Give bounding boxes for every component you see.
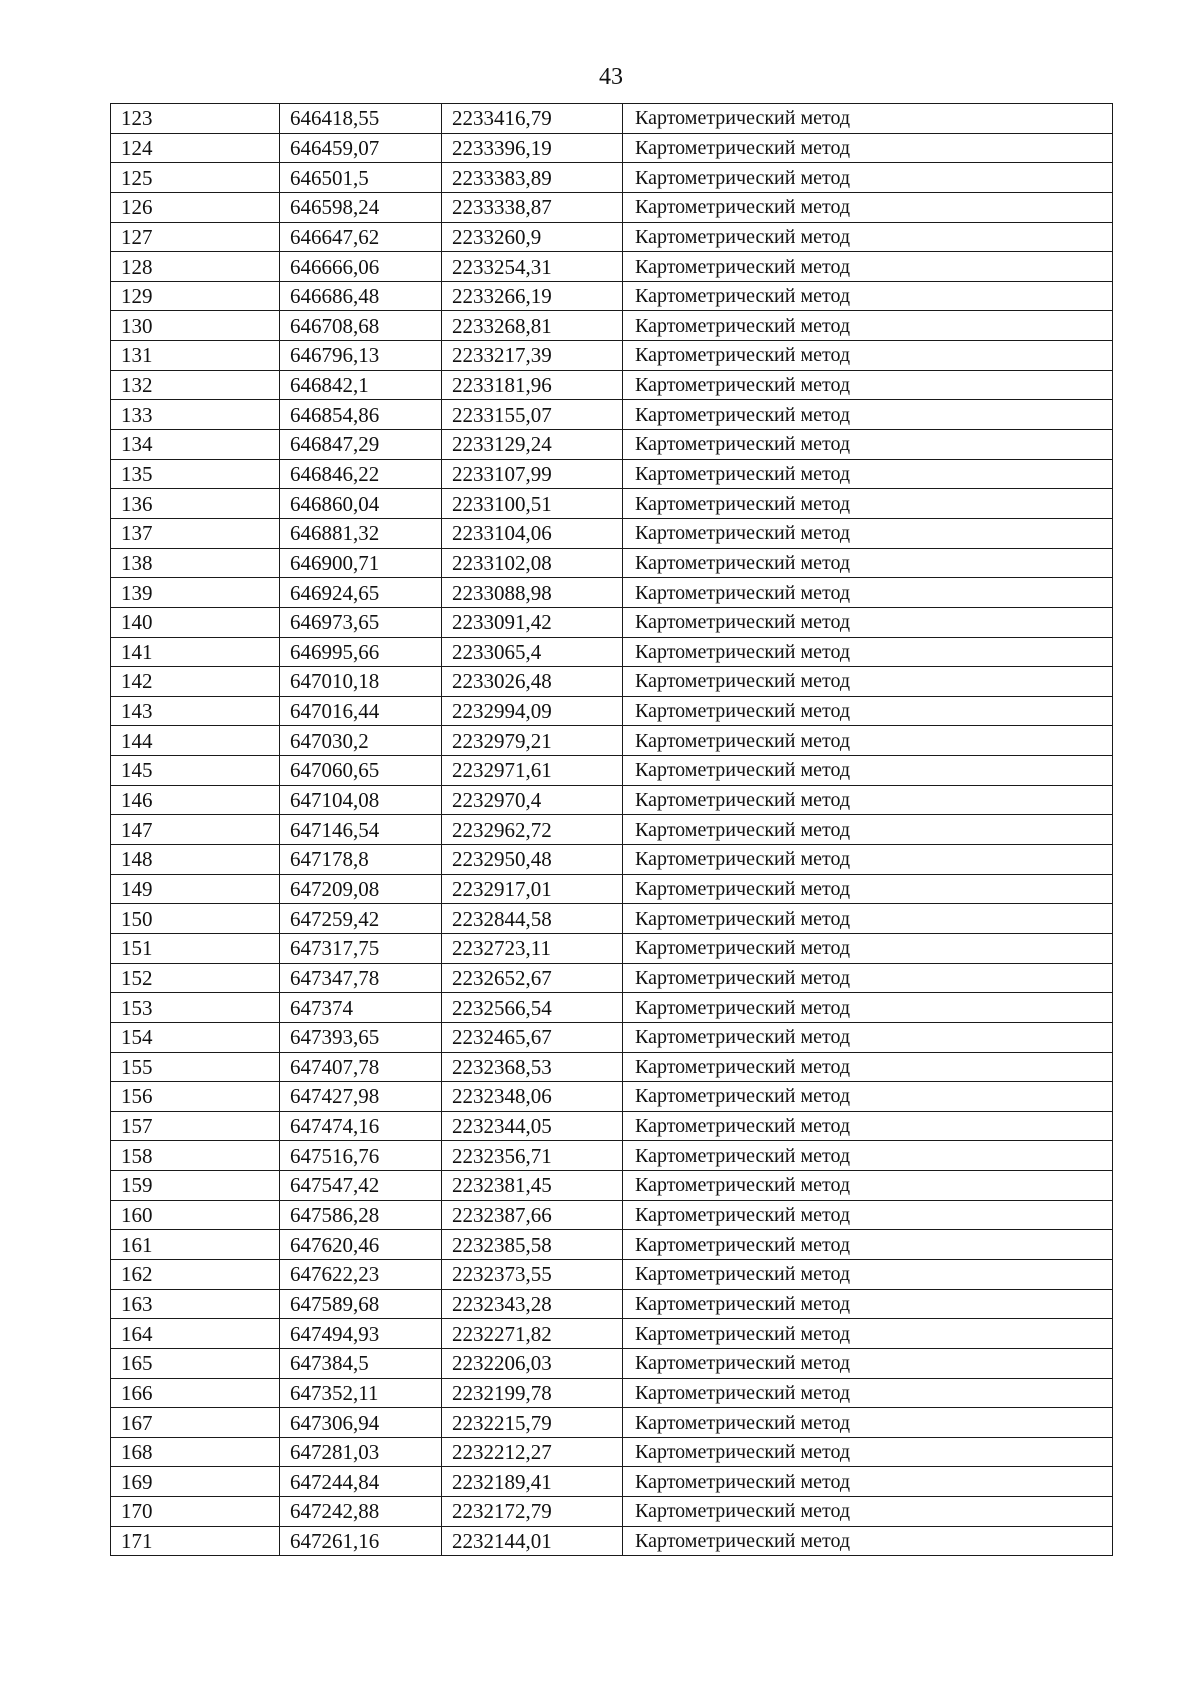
method-cell: Картометрический метод [623,756,1113,786]
y-coordinate-cell: 2233155,07 [442,400,623,430]
x-coordinate-cell: 647622,23 [280,1259,442,1289]
y-coordinate-cell: 2232950,48 [442,845,623,875]
table-row [111,993,1113,1023]
method-cell: Картометрический метод [623,1289,1113,1319]
y-coordinate-cell: 2232368,53 [442,1052,623,1082]
y-coordinate-cell: 2232994,09 [442,696,623,726]
table-row [111,489,1113,519]
table-row [111,1497,1113,1527]
method-cell: Картометрический метод [623,104,1113,134]
table-row [111,548,1113,578]
x-coordinate-cell: 646924,65 [280,578,442,608]
method-cell: Картометрический метод [623,637,1113,667]
x-coordinate-cell: 646854,86 [280,400,442,430]
table-row [111,726,1113,756]
x-coordinate-cell: 647427,98 [280,1082,442,1112]
table-row [111,933,1113,963]
y-coordinate-cell: 2232343,28 [442,1289,623,1319]
method-cell: Картометрический метод [623,1022,1113,1052]
x-coordinate-cell: 647393,65 [280,1022,442,1052]
point-number-cell: 164 [111,1319,280,1349]
table-row [111,1467,1113,1497]
point-number-cell: 150 [111,904,280,934]
x-coordinate-cell: 647242,88 [280,1497,442,1527]
x-coordinate-cell: 646501,5 [280,163,442,193]
point-number-cell: 149 [111,874,280,904]
method-cell: Картометрический метод [623,1408,1113,1438]
point-number-cell: 124 [111,133,280,163]
table-row [111,963,1113,993]
y-coordinate-cell: 2232356,71 [442,1141,623,1171]
point-number-cell: 158 [111,1141,280,1171]
point-number-cell: 131 [111,341,280,371]
x-coordinate-cell: 647347,78 [280,963,442,993]
method-cell: Картометрический метод [623,1437,1113,1467]
x-coordinate-cell: 647146,54 [280,815,442,845]
x-coordinate-cell: 646995,66 [280,637,442,667]
point-number-cell: 125 [111,163,280,193]
table-row [111,341,1113,371]
table-row [111,163,1113,193]
y-coordinate-cell: 2232844,58 [442,904,623,934]
point-number-cell: 123 [111,104,280,134]
y-coordinate-cell: 2232215,79 [442,1408,623,1438]
x-coordinate-cell: 647384,5 [280,1348,442,1378]
y-coordinate-cell: 2232723,11 [442,933,623,963]
method-cell: Картометрический метод [623,1348,1113,1378]
point-number-cell: 160 [111,1200,280,1230]
table-row [111,667,1113,697]
method-cell: Картометрический метод [623,1082,1113,1112]
x-coordinate-cell: 646847,29 [280,430,442,460]
x-coordinate-cell: 647547,42 [280,1171,442,1201]
x-coordinate-cell: 646900,71 [280,548,442,578]
method-cell: Картометрический метод [623,548,1113,578]
point-number-cell: 140 [111,607,280,637]
x-coordinate-cell: 646881,32 [280,518,442,548]
coordinates-table [110,103,1113,1556]
x-coordinate-cell: 646459,07 [280,133,442,163]
table-row [111,874,1113,904]
point-number-cell: 128 [111,252,280,282]
point-number-cell: 138 [111,548,280,578]
y-coordinate-cell: 2232962,72 [442,815,623,845]
x-coordinate-cell: 646647,62 [280,222,442,252]
y-coordinate-cell: 2233100,51 [442,489,623,519]
point-number-cell: 144 [111,726,280,756]
method-cell: Картометрический метод [623,370,1113,400]
x-coordinate-cell: 647516,76 [280,1141,442,1171]
method-cell: Картометрический метод [623,1497,1113,1527]
method-cell: Картометрический метод [623,252,1113,282]
table-row [111,756,1113,786]
y-coordinate-cell: 2233260,9 [442,222,623,252]
table-row [111,133,1113,163]
method-cell: Картометрический метод [623,1111,1113,1141]
point-number-cell: 155 [111,1052,280,1082]
x-coordinate-cell: 647317,75 [280,933,442,963]
method-cell: Картометрический метод [623,904,1113,934]
method-cell: Картометрический метод [623,874,1113,904]
table-row [111,1171,1113,1201]
x-coordinate-cell: 647620,46 [280,1230,442,1260]
table-row [111,311,1113,341]
method-cell: Картометрический метод [623,963,1113,993]
y-coordinate-cell: 2232465,67 [442,1022,623,1052]
y-coordinate-cell: 2232144,01 [442,1526,623,1556]
x-coordinate-cell: 647589,68 [280,1289,442,1319]
table-row [111,1052,1113,1082]
point-number-cell: 156 [111,1082,280,1112]
point-number-cell: 159 [111,1171,280,1201]
x-coordinate-cell: 647178,8 [280,845,442,875]
y-coordinate-cell: 2232385,58 [442,1230,623,1260]
x-coordinate-cell: 646418,55 [280,104,442,134]
method-cell: Картометрический метод [623,696,1113,726]
point-number-cell: 126 [111,192,280,222]
x-coordinate-cell: 646846,22 [280,459,442,489]
y-coordinate-cell: 2233104,06 [442,518,623,548]
y-coordinate-cell: 2232971,61 [442,756,623,786]
y-coordinate-cell: 2233088,98 [442,578,623,608]
point-number-cell: 132 [111,370,280,400]
point-number-cell: 142 [111,667,280,697]
x-coordinate-cell: 647060,65 [280,756,442,786]
page-number: 43 [599,64,623,90]
table-row [111,1289,1113,1319]
point-number-cell: 143 [111,696,280,726]
method-cell: Картометрический метод [623,222,1113,252]
method-cell: Картометрический метод [623,1259,1113,1289]
y-coordinate-cell: 2233254,31 [442,252,623,282]
point-number-cell: 167 [111,1408,280,1438]
method-cell: Картометрический метод [623,845,1113,875]
y-coordinate-cell: 2232212,27 [442,1437,623,1467]
table-row [111,785,1113,815]
table-row [111,1230,1113,1260]
x-coordinate-cell: 647586,28 [280,1200,442,1230]
table-row [111,637,1113,667]
method-cell: Картометрический метод [623,1526,1113,1556]
table-row [111,1022,1113,1052]
method-cell: Картометрический метод [623,785,1113,815]
point-number-cell: 129 [111,281,280,311]
x-coordinate-cell: 647244,84 [280,1467,442,1497]
y-coordinate-cell: 2232348,06 [442,1082,623,1112]
table-row [111,1082,1113,1112]
y-coordinate-cell: 2232387,66 [442,1200,623,1230]
x-coordinate-cell: 647374 [280,993,442,1023]
method-cell: Картометрический метод [623,1141,1113,1171]
point-number-cell: 147 [111,815,280,845]
y-coordinate-cell: 2233181,96 [442,370,623,400]
method-cell: Картометрический метод [623,1171,1113,1201]
table-row [111,1259,1113,1289]
method-cell: Картометрический метод [623,667,1113,697]
point-number-cell: 139 [111,578,280,608]
y-coordinate-cell: 2232381,45 [442,1171,623,1201]
x-coordinate-cell: 647261,16 [280,1526,442,1556]
point-number-cell: 146 [111,785,280,815]
method-cell: Картометрический метод [623,1200,1113,1230]
method-cell: Картометрический метод [623,133,1113,163]
table-row [111,281,1113,311]
point-number-cell: 153 [111,993,280,1023]
y-coordinate-cell: 2233266,19 [442,281,623,311]
point-number-cell: 136 [111,489,280,519]
table-row [111,1348,1113,1378]
y-coordinate-cell: 2233416,79 [442,104,623,134]
point-number-cell: 151 [111,933,280,963]
point-number-cell: 148 [111,845,280,875]
table-row [111,1378,1113,1408]
table-row [111,696,1113,726]
method-cell: Картометрический метод [623,430,1113,460]
point-number-cell: 162 [111,1259,280,1289]
method-cell: Картометрический метод [623,1230,1113,1260]
y-coordinate-cell: 2232970,4 [442,785,623,815]
point-number-cell: 130 [111,311,280,341]
point-number-cell: 165 [111,1348,280,1378]
table-row [111,578,1113,608]
y-coordinate-cell: 2233396,19 [442,133,623,163]
method-cell: Картометрический метод [623,311,1113,341]
table-row [111,192,1113,222]
table-row [111,104,1113,134]
point-number-cell: 134 [111,430,280,460]
x-coordinate-cell: 647474,16 [280,1111,442,1141]
method-cell: Картометрический метод [623,1378,1113,1408]
y-coordinate-cell: 2232271,82 [442,1319,623,1349]
method-cell: Картометрический метод [623,518,1113,548]
x-coordinate-cell: 646973,65 [280,607,442,637]
y-coordinate-cell: 2233065,4 [442,637,623,667]
y-coordinate-cell: 2232652,67 [442,963,623,993]
method-cell: Картометрический метод [623,726,1113,756]
table-row [111,845,1113,875]
coordinates-table-body [111,104,1113,1556]
table-row [111,370,1113,400]
method-cell: Картометрический метод [623,1319,1113,1349]
table-row [111,430,1113,460]
method-cell: Картометрический метод [623,281,1113,311]
y-coordinate-cell: 2233129,24 [442,430,623,460]
point-number-cell: 163 [111,1289,280,1319]
point-number-cell: 171 [111,1526,280,1556]
y-coordinate-cell: 2232199,78 [442,1378,623,1408]
y-coordinate-cell: 2233268,81 [442,311,623,341]
point-number-cell: 169 [111,1467,280,1497]
y-coordinate-cell: 2232373,55 [442,1259,623,1289]
point-number-cell: 137 [111,518,280,548]
point-number-cell: 154 [111,1022,280,1052]
method-cell: Картометрический метод [623,341,1113,371]
point-number-cell: 152 [111,963,280,993]
method-cell: Картометрический метод [623,489,1113,519]
method-cell: Картометрический метод [623,815,1113,845]
table-row [111,1141,1113,1171]
point-number-cell: 127 [111,222,280,252]
x-coordinate-cell: 647494,93 [280,1319,442,1349]
table-row [111,815,1113,845]
point-number-cell: 135 [111,459,280,489]
y-coordinate-cell: 2233338,87 [442,192,623,222]
point-number-cell: 168 [111,1437,280,1467]
point-number-cell: 145 [111,756,280,786]
y-coordinate-cell: 2233102,08 [442,548,623,578]
x-coordinate-cell: 647010,18 [280,667,442,697]
x-coordinate-cell: 647209,08 [280,874,442,904]
table-row [111,607,1113,637]
table-row [111,518,1113,548]
table-row [111,1200,1113,1230]
table-row [111,459,1113,489]
method-cell: Картометрический метод [623,607,1113,637]
x-coordinate-cell: 646598,24 [280,192,442,222]
x-coordinate-cell: 646708,68 [280,311,442,341]
method-cell: Картометрический метод [623,1467,1113,1497]
y-coordinate-cell: 2232917,01 [442,874,623,904]
x-coordinate-cell: 647306,94 [280,1408,442,1438]
method-cell: Картометрический метод [623,163,1113,193]
y-coordinate-cell: 2232979,21 [442,726,623,756]
x-coordinate-cell: 647407,78 [280,1052,442,1082]
x-coordinate-cell: 646796,13 [280,341,442,371]
point-number-cell: 170 [111,1497,280,1527]
y-coordinate-cell: 2233217,39 [442,341,623,371]
table-row [111,1408,1113,1438]
point-number-cell: 161 [111,1230,280,1260]
y-coordinate-cell: 2233091,42 [442,607,623,637]
x-coordinate-cell: 647104,08 [280,785,442,815]
x-coordinate-cell: 647030,2 [280,726,442,756]
x-coordinate-cell: 647281,03 [280,1437,442,1467]
method-cell: Картометрический метод [623,400,1113,430]
y-coordinate-cell: 2232206,03 [442,1348,623,1378]
y-coordinate-cell: 2233026,48 [442,667,623,697]
x-coordinate-cell: 646860,04 [280,489,442,519]
y-coordinate-cell: 2233383,89 [442,163,623,193]
table-row [111,1111,1113,1141]
method-cell: Картометрический метод [623,993,1113,1023]
table-row [111,1526,1113,1556]
x-coordinate-cell: 647016,44 [280,696,442,726]
table-row [111,904,1113,934]
x-coordinate-cell: 647259,42 [280,904,442,934]
x-coordinate-cell: 647352,11 [280,1378,442,1408]
table-row [111,400,1113,430]
table-row [111,222,1113,252]
method-cell: Картометрический метод [623,459,1113,489]
method-cell: Картометрический метод [623,192,1113,222]
point-number-cell: 166 [111,1378,280,1408]
method-cell: Картометрический метод [623,1052,1113,1082]
point-number-cell: 157 [111,1111,280,1141]
table-row [111,1437,1113,1467]
table-row [111,252,1113,282]
y-coordinate-cell: 2233107,99 [442,459,623,489]
method-cell: Картометрический метод [623,578,1113,608]
point-number-cell: 133 [111,400,280,430]
table-row [111,1319,1113,1349]
y-coordinate-cell: 2232344,05 [442,1111,623,1141]
y-coordinate-cell: 2232172,79 [442,1497,623,1527]
point-number-cell: 141 [111,637,280,667]
y-coordinate-cell: 2232566,54 [442,993,623,1023]
x-coordinate-cell: 646842,1 [280,370,442,400]
y-coordinate-cell: 2232189,41 [442,1467,623,1497]
method-cell: Картометрический метод [623,933,1113,963]
x-coordinate-cell: 646666,06 [280,252,442,282]
x-coordinate-cell: 646686,48 [280,281,442,311]
